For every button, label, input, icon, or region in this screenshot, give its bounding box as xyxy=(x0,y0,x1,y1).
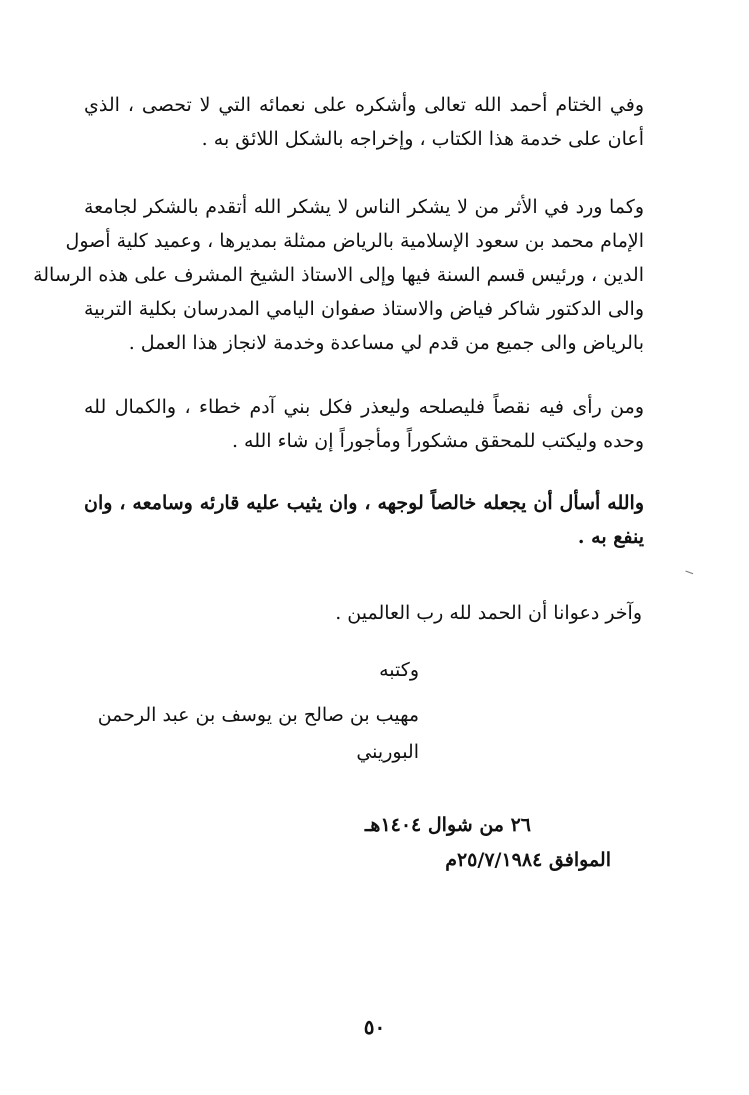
page-number: ٥٠ xyxy=(363,1015,386,1039)
paragraph-prayer xyxy=(84,486,644,554)
paragraph-apology xyxy=(84,390,644,458)
date-hijri: ٢٦ من شوال ١٤٠٤هـ xyxy=(364,814,531,836)
date-gregorian: الموافق ٢٥/٧/١٩٨٤م xyxy=(445,849,611,871)
written-by-label: وكتبه xyxy=(379,659,419,681)
text-line: ينفع به . xyxy=(577,526,644,548)
text-line: ومن رأى فيه نقصاً فليصلحه وليعذر فكل بني آدم خطاء ، والكمال لله xyxy=(84,396,644,418)
author-name: مهيب بن صالح بن يوسف بن عبد الرحمن xyxy=(97,704,419,726)
paragraph-closing-thanks xyxy=(84,88,644,156)
text-line: وحده وليكتب للمحقق مشكوراً ومأجوراً إن شاء الله . xyxy=(231,430,644,452)
text-line: الإمام محمد بن سعود الإسلامية بالرياض ممثلة بمديرها ، وعميد كلية أصول xyxy=(65,230,644,252)
scan-artifact-mark xyxy=(685,567,694,574)
text-line: وكما ورد في الأثر من لا يشكر الناس لا يشكر الله أتقدم بالشكر لجامعة xyxy=(84,196,644,218)
author-family-name: البوريني xyxy=(356,741,419,763)
text-line: والى الدكتور شاكر فياض والاستاذ صفوان اليامي المدرسان بكلية التربية xyxy=(84,298,644,320)
text-line: أعان على خدمة هذا الكتاب ، وإخراجه بالشكل اللائق به . xyxy=(201,128,644,150)
text-line: بالرياض والى جميع من قدم لي مساعدة وخدمة لانجاز هذا العمل . xyxy=(128,332,644,354)
paragraph-acknowledgements xyxy=(33,190,644,360)
text-line: والله أسأل أن يجعله خالصاً لوجهه ، وان يثيب عليه قارئه وسامعه ، وان xyxy=(84,492,644,514)
text-line: الدين ، ورئيس قسم السنة فيها وإلى الاستاذ الشيخ المشرف على هذه الرسالة xyxy=(33,264,644,286)
text-line: وفي الختام أحمد الله تعالى وأشكره على نعمائه التي لا تحصى ، الذي xyxy=(84,94,644,116)
final-prayer-line: وآخر دعوانا أن الحمد لله رب العالمين . xyxy=(335,602,642,624)
